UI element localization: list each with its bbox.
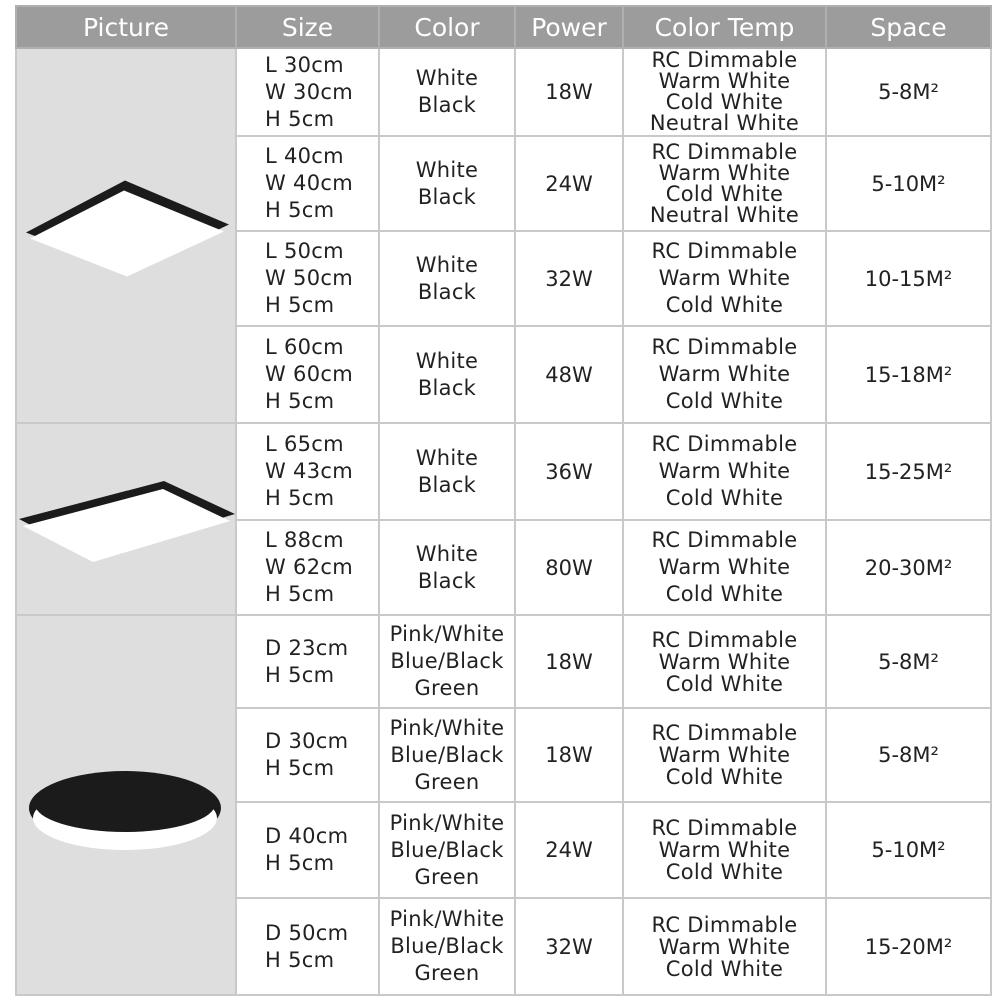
- header-color: Color: [379, 6, 515, 48]
- color-temp-cell: [623, 423, 826, 520]
- power-cell: 36W: [515, 423, 623, 520]
- power-cell: 18W: [515, 615, 623, 708]
- color-temp-cell: [623, 802, 826, 898]
- size-cell-line: W 50cm: [265, 266, 353, 290]
- color-temp-cell-line: Warm White: [658, 838, 791, 862]
- power-cell: 24W: [515, 802, 623, 898]
- color-cell: [379, 231, 515, 326]
- color-temp-cell: [623, 898, 826, 995]
- color-cell: [379, 136, 515, 231]
- size-cell-line: L 30cm: [265, 52, 344, 77]
- color-cell-line: White: [415, 252, 479, 277]
- color-temp-cell-line: Warm White: [658, 266, 791, 290]
- size-cell-line: W 62cm: [265, 555, 353, 579]
- size-cell-line: H 5cm: [265, 293, 335, 317]
- size-cell-line: H 5cm: [265, 662, 335, 687]
- size-cell-line: H 5cm: [265, 486, 335, 510]
- color-temp-cell-line: Neutral White: [649, 202, 800, 227]
- color-temp-cell-line: Warm White: [658, 160, 791, 185]
- color-cell-line: Green: [414, 864, 480, 889]
- color-cell: [379, 615, 515, 708]
- color-cell-line: Green: [414, 676, 480, 700]
- color-temp-cell-line: Cold White: [665, 582, 784, 606]
- color-cell-line: Pink/White: [389, 715, 505, 740]
- color-cell-line: Blue/Black: [390, 742, 504, 767]
- power-cell: 32W: [515, 231, 623, 326]
- color-temp-cell-line: Warm White: [658, 459, 791, 483]
- color-cell-line: Pink/White: [389, 907, 505, 931]
- size-cell-line: H 5cm: [265, 582, 335, 606]
- color-cell-line: Green: [414, 961, 480, 985]
- color-temp-cell: [623, 708, 826, 802]
- color-temp-cell-line: Cold White: [665, 860, 784, 884]
- color-cell-line: Black: [417, 279, 477, 304]
- color-temp-cell: [623, 520, 826, 615]
- power-cell: 80W: [515, 520, 623, 615]
- size-cell: [236, 231, 379, 326]
- size-cell-line: H 5cm: [265, 851, 335, 875]
- size-cell-line: D 50cm: [265, 920, 349, 945]
- space-cell: 5-8M²: [826, 708, 991, 802]
- size-cell-line: H 5cm: [265, 106, 335, 131]
- size-cell: [236, 615, 379, 708]
- size-cell: [236, 898, 379, 995]
- size-cell: [236, 48, 379, 136]
- color-temp-cell: [623, 231, 826, 326]
- space-cell: 15-25M²: [826, 423, 991, 520]
- picture-cell: [16, 423, 236, 615]
- color-cell-line: Black: [417, 568, 477, 593]
- color-temp-cell-line: Cold White: [665, 486, 784, 510]
- color-temp-cell-line: Warm White: [658, 555, 791, 579]
- size-cell: [236, 520, 379, 615]
- space-cell: 5-10M²: [826, 802, 991, 898]
- color-temp-cell-line: Cold White: [665, 671, 784, 696]
- color-temp-cell-line: RC Dimmable: [651, 721, 798, 745]
- color-temp-cell-line: RC Dimmable: [651, 432, 798, 456]
- color-cell-line: Black: [417, 472, 477, 497]
- header-size: Size: [236, 6, 379, 48]
- size-cell-line: W 30cm: [265, 79, 353, 104]
- size-cell-line: L 40cm: [265, 144, 344, 168]
- space-cell: 15-20M²: [826, 898, 991, 995]
- color-cell-line: Black: [417, 184, 477, 209]
- color-temp-cell-line: RC Dimmable: [651, 627, 798, 652]
- color-cell-line: Blue/Black: [390, 837, 504, 862]
- space-cell: 5-8M²: [826, 615, 991, 708]
- header-power: Power: [515, 6, 623, 48]
- color-cell: [379, 802, 515, 898]
- color-cell-line: White: [415, 348, 479, 373]
- size-cell: [236, 326, 379, 423]
- color-cell: [379, 708, 515, 802]
- space-cell: 20-30M²: [826, 520, 991, 615]
- color-temp-cell-line: RC Dimmable: [651, 139, 798, 164]
- space-cell: 15-18M²: [826, 326, 991, 423]
- table-row: [16, 48, 991, 136]
- color-temp-cell: [623, 615, 826, 708]
- header-picture: Picture: [16, 6, 236, 48]
- color-temp-cell-line: RC Dimmable: [651, 335, 798, 359]
- round-ceiling-light-icon: [17, 616, 235, 996]
- color-cell-line: Blue/Black: [390, 934, 504, 958]
- color-cell: [379, 423, 515, 520]
- space-cell: 5-10M²: [826, 136, 991, 231]
- color-cell: [379, 898, 515, 995]
- rectangle-ceiling-light-icon: [17, 424, 235, 616]
- size-cell: [236, 423, 379, 520]
- color-temp-cell-line: RC Dimmable: [651, 816, 798, 840]
- header-space: Space: [826, 6, 991, 48]
- size-cell-line: W 43cm: [265, 459, 353, 483]
- color-temp-cell: [623, 48, 826, 136]
- color-temp-cell-line: RC Dimmable: [651, 912, 798, 937]
- color-cell: [379, 48, 515, 136]
- power-cell: 18W: [515, 48, 623, 136]
- color-temp-cell-line: Warm White: [658, 362, 791, 386]
- color-temp-cell-line: Cold White: [665, 956, 784, 981]
- color-temp-cell-line: Warm White: [658, 934, 791, 959]
- size-cell-line: W 60cm: [265, 362, 353, 386]
- color-temp-cell-line: Cold White: [665, 90, 784, 114]
- size-cell: [236, 136, 379, 231]
- size-cell-line: D 30cm: [265, 729, 349, 753]
- size-cell-line: L 50cm: [265, 239, 344, 263]
- color-temp-cell-line: RC Dimmable: [651, 48, 798, 72]
- power-cell: 24W: [515, 136, 623, 231]
- picture-cell: [16, 615, 236, 995]
- square-ceiling-light-icon: [17, 49, 235, 424]
- size-cell-line: D 23cm: [265, 635, 349, 660]
- color-cell: [379, 520, 515, 615]
- color-temp-cell-line: RC Dimmable: [651, 528, 798, 552]
- color-temp-cell-line: Warm White: [658, 743, 791, 767]
- power-cell: 32W: [515, 898, 623, 995]
- color-temp-cell-line: Cold White: [665, 181, 784, 206]
- color-temp-cell-line: Warm White: [658, 69, 791, 93]
- color-cell-line: Pink/White: [389, 810, 505, 835]
- color-temp-cell-line: Cold White: [665, 389, 784, 413]
- size-cell-line: H 5cm: [265, 756, 335, 780]
- color-temp-cell: [623, 326, 826, 423]
- size-cell-line: L 60cm: [265, 335, 344, 359]
- size-cell-line: W 40cm: [265, 171, 353, 195]
- color-cell-line: Black: [417, 93, 477, 117]
- header-row: [16, 6, 991, 48]
- color-temp-cell-line: Cold White: [665, 293, 784, 317]
- color-cell-line: White: [415, 541, 479, 566]
- color-temp-cell-line: Cold White: [665, 765, 784, 789]
- color-cell-line: Green: [414, 769, 480, 794]
- picture-cell: [16, 48, 236, 423]
- spec-table: [15, 5, 992, 996]
- color-cell-line: Black: [417, 375, 477, 400]
- size-cell-line: H 5cm: [265, 947, 335, 972]
- color-temp-cell-line: Neutral White: [649, 111, 800, 135]
- header-color-temp: Color Temp: [623, 6, 826, 48]
- color-temp-cell: [623, 136, 826, 231]
- color-cell-line: White: [415, 157, 479, 182]
- space-cell: 10-15M²: [826, 231, 991, 326]
- size-cell-line: H 5cm: [265, 198, 335, 222]
- size-cell-line: L 65cm: [265, 432, 344, 456]
- color-cell: [379, 326, 515, 423]
- table-row: [16, 423, 991, 520]
- size-cell: [236, 708, 379, 802]
- table-row: [16, 615, 991, 708]
- size-cell-line: L 88cm: [265, 528, 344, 552]
- size-cell: [236, 802, 379, 898]
- power-cell: 48W: [515, 326, 623, 423]
- power-cell: 18W: [515, 708, 623, 802]
- size-cell-line: H 5cm: [265, 389, 335, 413]
- color-cell-line: White: [415, 66, 479, 90]
- color-cell-line: Blue/Black: [390, 649, 504, 673]
- space-cell: 5-8M²: [826, 48, 991, 136]
- color-temp-cell-line: RC Dimmable: [651, 239, 798, 263]
- size-cell-line: D 40cm: [265, 824, 349, 848]
- color-temp-cell-line: Warm White: [658, 649, 791, 674]
- color-cell-line: Pink/White: [389, 622, 505, 646]
- color-cell-line: White: [415, 445, 479, 470]
